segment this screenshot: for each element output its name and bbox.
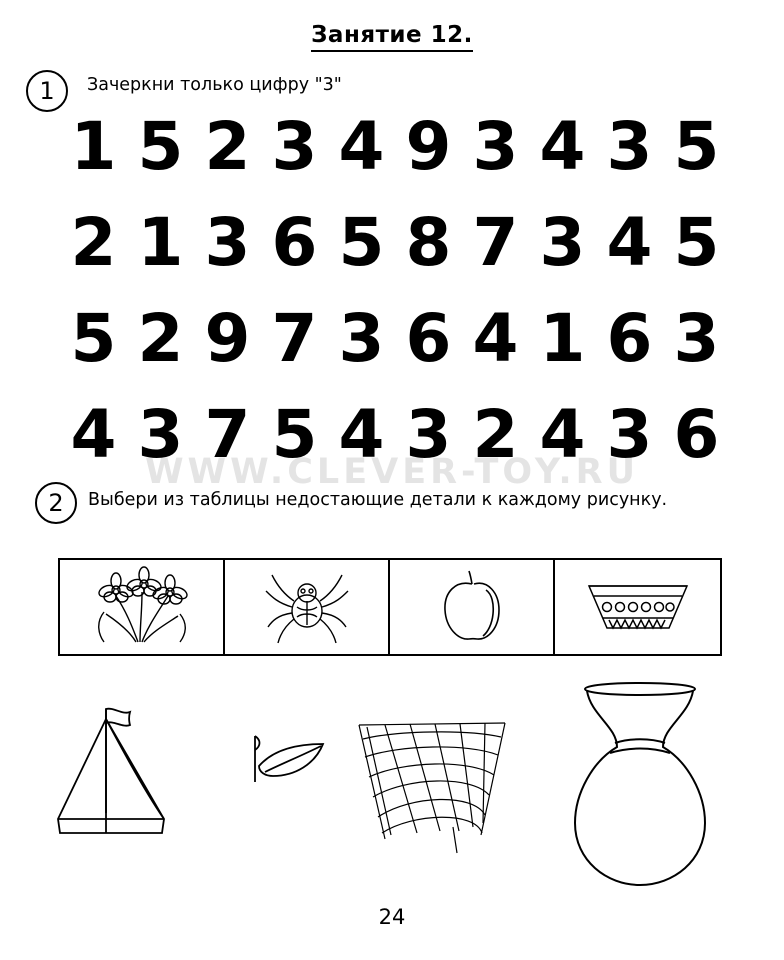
digit-cell[interactable]: 3 xyxy=(137,396,184,473)
page-number: 24 xyxy=(378,905,406,929)
digit-cell[interactable]: 7 xyxy=(204,396,251,473)
digit-cell[interactable]: 5 xyxy=(673,204,720,281)
digit-cell[interactable]: 5 xyxy=(673,108,720,185)
digit-cell[interactable]: 7 xyxy=(271,300,318,377)
parts-table xyxy=(58,558,722,656)
digit-cell[interactable]: 8 xyxy=(405,204,452,281)
digit-cell[interactable]: 7 xyxy=(472,204,519,281)
digit-cell[interactable]: 3 xyxy=(204,204,251,281)
digit-cell[interactable]: 6 xyxy=(271,204,318,281)
leaf-stem-icon xyxy=(245,730,335,810)
picture-spider-web[interactable] xyxy=(355,715,515,859)
picture-leaf-stem[interactable] xyxy=(245,730,335,814)
digit-cell[interactable]: 5 xyxy=(338,204,385,281)
picture-vase[interactable] xyxy=(545,675,735,899)
digit-cell[interactable]: 9 xyxy=(405,108,452,185)
page-title-text: Занятие 12. xyxy=(311,22,473,52)
digit-cell[interactable]: 4 xyxy=(606,204,653,281)
digit-cell[interactable]: 2 xyxy=(137,300,184,377)
digit-cell[interactable]: 6 xyxy=(405,300,452,377)
watermark: WWW.CLEVER-TOY.RU xyxy=(144,452,640,492)
task-2-number: 2 xyxy=(35,482,77,524)
narcissus-flowers-icon xyxy=(82,566,202,648)
digit-cell[interactable]: 5 xyxy=(271,396,318,473)
digit-cell[interactable]: 1 xyxy=(539,300,586,377)
vase-icon xyxy=(545,675,735,895)
picture-flag-tent[interactable] xyxy=(50,693,180,857)
parts-cell-apple[interactable] xyxy=(390,560,555,654)
digit-cell[interactable]: 3 xyxy=(606,396,653,473)
digit-cell[interactable]: 3 xyxy=(271,108,318,185)
digit-cell[interactable]: 9 xyxy=(204,300,251,377)
digit-cell[interactable]: 3 xyxy=(539,204,586,281)
basket-icon xyxy=(583,578,693,636)
spider-icon xyxy=(264,567,350,647)
digit-cell[interactable]: 4 xyxy=(338,396,385,473)
digit-cell[interactable]: 2 xyxy=(472,396,519,473)
spider-web-icon xyxy=(355,715,515,855)
task-1-number: 1 xyxy=(26,70,68,112)
digit-cell[interactable]: 2 xyxy=(70,204,117,281)
digit-cell[interactable]: 4 xyxy=(338,108,385,185)
digit-cell[interactable]: 4 xyxy=(472,300,519,377)
digit-cell[interactable]: 3 xyxy=(673,300,720,377)
digit-cell[interactable]: 5 xyxy=(70,300,117,377)
digit-cell[interactable]: 3 xyxy=(405,396,452,473)
digit-cell[interactable]: 6 xyxy=(606,300,653,377)
digit-cell[interactable]: 4 xyxy=(539,396,586,473)
digit-cell[interactable]: 1 xyxy=(137,204,184,281)
pictures-row xyxy=(40,675,744,895)
task-1-instruction: Зачеркни только цифру "3" xyxy=(87,75,342,95)
flag-tent-icon xyxy=(50,693,180,853)
digit-cell[interactable]: 2 xyxy=(204,108,251,185)
apple-icon xyxy=(436,568,508,646)
digit-cell[interactable]: 3 xyxy=(338,300,385,377)
digit-cell[interactable]: 1 xyxy=(70,108,117,185)
digit-cell[interactable]: 3 xyxy=(472,108,519,185)
digit-cell[interactable]: 5 xyxy=(137,108,184,185)
page-title xyxy=(0,22,784,48)
parts-cell-narcissus-flowers[interactable] xyxy=(60,560,225,654)
digit-cell[interactable]: 4 xyxy=(539,108,586,185)
parts-cell-basket[interactable] xyxy=(555,560,720,654)
task-2-instruction: Выбери из таблицы недостающие детали к каждому рисунку. xyxy=(88,490,668,510)
digit-cell[interactable]: 4 xyxy=(70,396,117,473)
parts-cell-spider[interactable] xyxy=(225,560,390,654)
digit-cell[interactable]: 3 xyxy=(606,108,653,185)
digit-grid xyxy=(60,108,730,474)
digit-cell[interactable]: 6 xyxy=(673,396,720,473)
